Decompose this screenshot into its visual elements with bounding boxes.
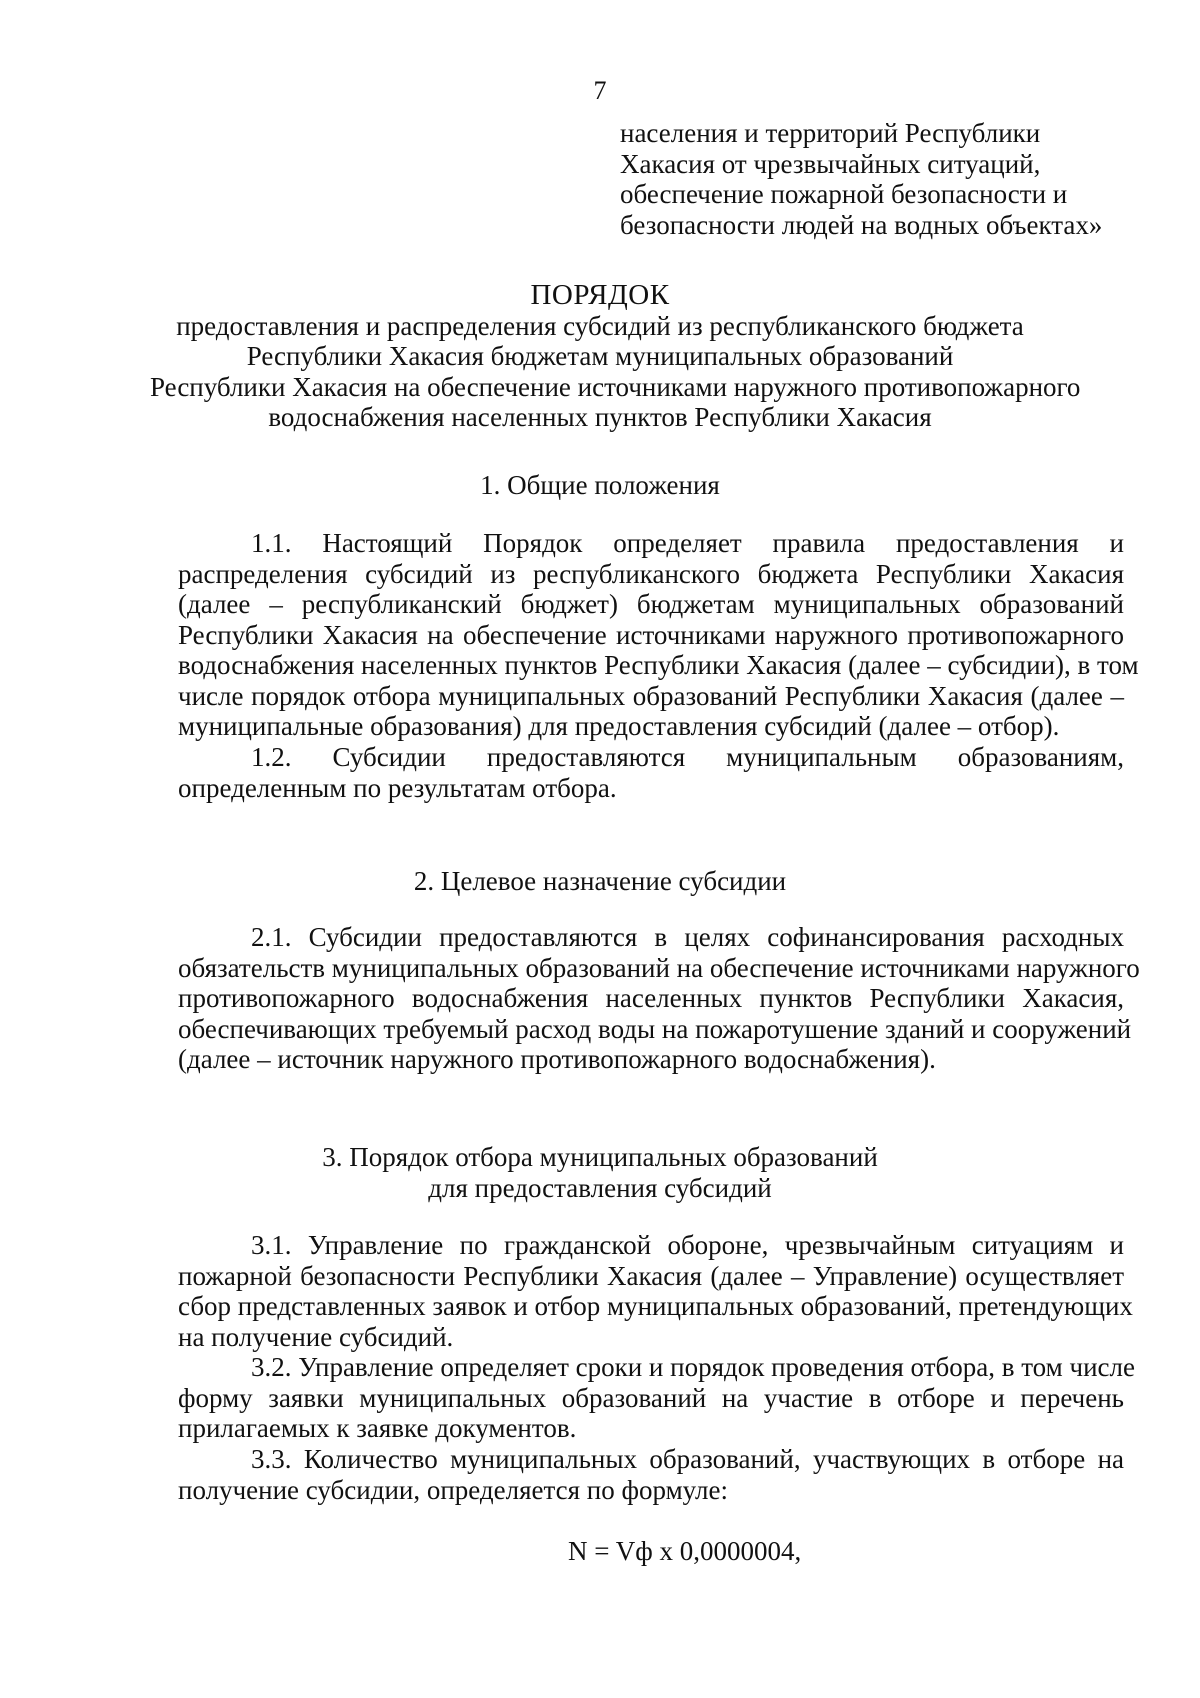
subtitle-line: Республики Хакасия бюджетам муниципальных образований	[246, 341, 954, 371]
approval-line: Хакасия от чрезвычайных ситуаций,	[620, 148, 1041, 179]
text-line: числе порядок отбора муниципальных образований Республики Хакасия (далее –	[178, 680, 1124, 711]
heading-line: для предоставления субсидий	[428, 1172, 772, 1203]
approval-line: населения и территорий Республики	[620, 118, 1041, 148]
text-line: (далее – республиканский бюджет) бюджетам муниципальных образований	[178, 589, 1124, 619]
paragraph-2-1	[178, 922, 1140, 1075]
page-number: 7	[593, 76, 607, 105]
paragraph-1-1	[178, 528, 1139, 742]
paragraph-3-3	[178, 1444, 1124, 1505]
section-2-heading: 2. Целевое назначение субсидии	[413, 866, 787, 896]
text-line: муниципальные образования) для предоставления субсидий (далее – отбор).	[178, 711, 1060, 741]
text-line: Республики Хакасия на обеспечение источниками наружного противопожарного	[178, 619, 1124, 650]
paragraph-3-1	[178, 1230, 1133, 1352]
heading-line: 3. Порядок отбора муниципальных образований	[322, 1142, 878, 1172]
text-line: получение субсидии, определяется по формуле:	[178, 1474, 728, 1505]
paragraph-1-2	[178, 742, 1124, 803]
text-line: обеспечивающих требуемый расход воды на пожаротушение зданий и сооружений	[178, 1013, 1132, 1044]
subtitle-line: предоставления и распределения субсидий из республиканского бюджета	[176, 310, 1024, 341]
document-title: ПОРЯДОК	[530, 279, 670, 311]
subtitle-line: водоснабжения населенных пунктов Республики Хакасия	[268, 402, 932, 432]
approval-line: безопасности людей на водных объектах»	[620, 209, 1103, 240]
text-line: распределения субсидий из республиканского бюджета Республики Хакасия	[178, 558, 1124, 589]
approval-stamp-tail	[620, 118, 1140, 240]
text-line: противопожарного водоснабжения населенных пунктов Республики Хакасия,	[178, 983, 1124, 1013]
section-3-heading	[150, 1142, 1050, 1203]
text-line: 1.1. Настоящий Порядок определяет правила предоставления и	[251, 528, 1124, 558]
text-line: пожарной безопасности Республики Хакасия (далее – Управление) осуществляет	[178, 1260, 1124, 1291]
text-line: обязательств муниципальных образований на обеспечение источниками наружного	[178, 952, 1140, 983]
text-line: 3.3. Количество муниципальных образований, участвующих в отборе на	[251, 1444, 1124, 1474]
subtitle-line: Республики Хакасия на обеспечение источниками наружного противопожарного	[150, 371, 1081, 402]
text-line: 1.2. Субсидии предоставляются муниципальным образованиям,	[251, 742, 1124, 772]
text-line: 3.2. Управление определяет сроки и порядок проведения отбора, в том числе	[251, 1352, 1135, 1382]
section-1-heading: 1. Общие положения	[480, 470, 720, 500]
formula: N = Vф х 0,0000004,	[568, 1536, 802, 1566]
text-line: 3.1. Управление по гражданской обороне, чрезвычайным ситуациям и	[251, 1230, 1124, 1260]
text-line: форму заявки муниципальных образований на участие в отборе и перечень	[178, 1382, 1124, 1413]
text-line: определенным по результатам отбора.	[178, 772, 617, 803]
text-line: водоснабжения населенных пунктов Республики Хакасия (далее – субсидии), в том	[178, 650, 1139, 680]
document-title-block	[150, 279, 1081, 433]
text-line: 2.1. Субсидии предоставляются в целях софинансирования расходных	[251, 922, 1124, 952]
text-line: (далее – источник наружного противопожарного водоснабжения).	[178, 1044, 936, 1074]
text-line: на получение субсидий.	[178, 1321, 454, 1352]
approval-line: обеспечение пожарной безопасности и	[620, 179, 1068, 209]
text-line: сбор представленных заявок и отбор муниципальных образований, претендующих	[178, 1291, 1133, 1321]
paragraph-3-2	[178, 1352, 1135, 1444]
text-line: прилагаемых к заявке документов.	[178, 1413, 577, 1443]
